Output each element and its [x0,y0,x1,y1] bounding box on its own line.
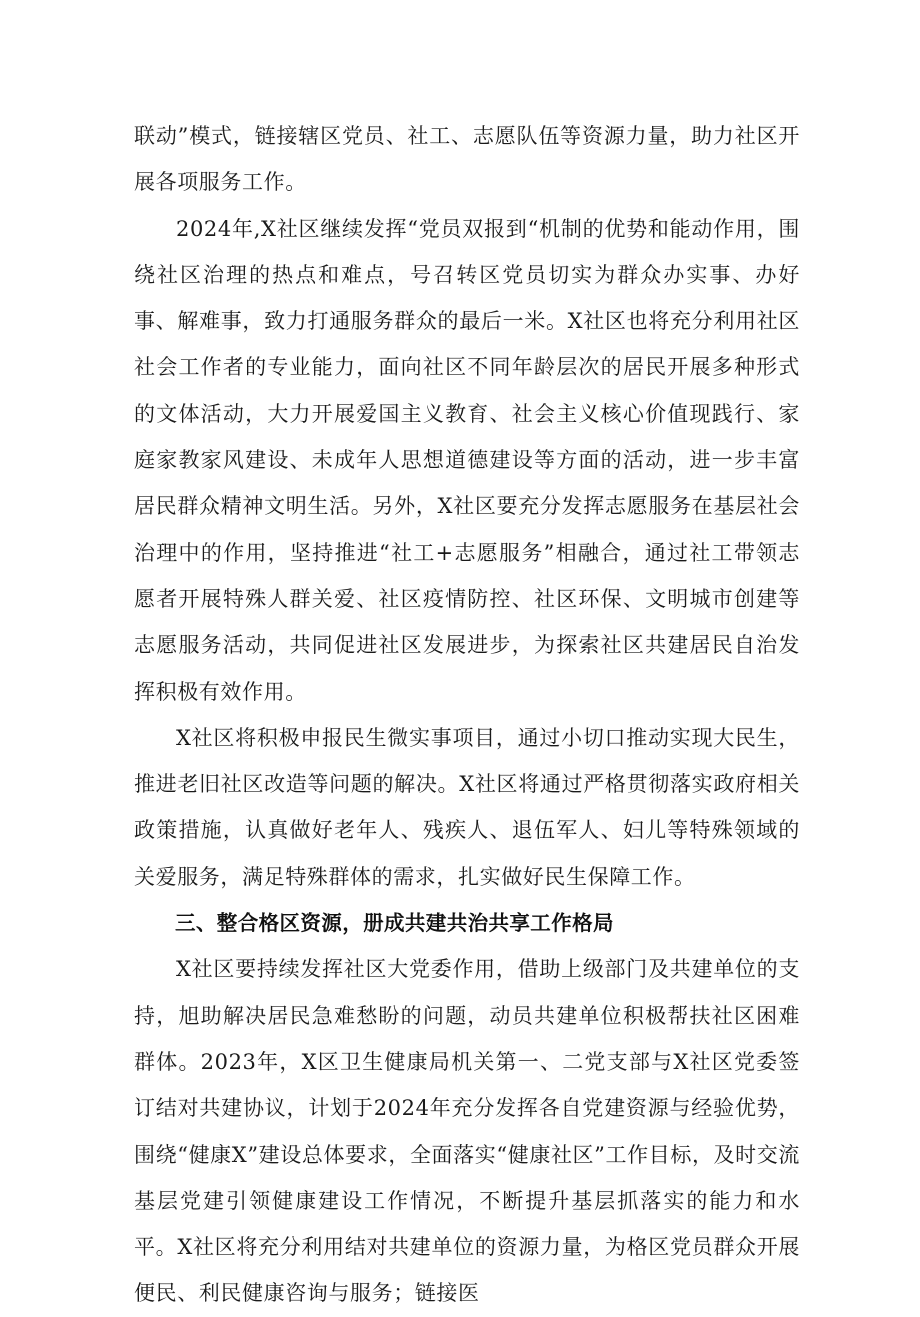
paragraph-continuation: 联动”模式，链接辖区党员、社工、志愿队伍等资源力量，助力社区开展各项服务工作。 [134,124,800,195]
section-heading: 三、整合格区资源，册成共建共治共享工作格局 [175,911,614,936]
paragraph-party-committee: X社区要持续发挥社区大党委作用，借助上级部门及共建单位的支持，旭助解决居民急难愁盼的问题，动员共建单位积极帮扶社区困难群体。2023年，X区卫生健康局机关第一、二党支部与X社区党委签订结对共建协议，计划于2024年充分发挥各自党建资源与经验优势，围绕“健康X”建设总体要求，全面落实“健康社区”工作目标，及时交流基层党建引领健康建设工作情况，不断提升基层抓落实的能力和水平。X社区将充分利用结对共建单位的资源力量，为格区党员群众开展便民、利民健康咨询与服务；链接医 [134,957,800,1306]
document-body [134,113,800,1317]
paragraph-livelihood-projects: X社区将积极申报民生微实事项目，通过小切口推动实现大民生，推进老旧社区改造等问题的解决。X社区将通过严格贯彻落实政府相关政策措施，认真做好老年人、残疾人、退伍军人、妇儿等特殊领域的关爱服务，满足特殊群体的需求，扎实做好民生保障工作。 [134,725,800,889]
paragraph-2024-plan: 2024年,X社区继续发挥“党员双报到“机制的优势和能动作用，围绕社区治理的热点和难点，号召转区党员切实为群众办实事、办好事、解难事，致力打通服务群众的最后一米。X社区也将充分利用社区社会工作者的专业能力，面向社区不同年龄层次的居民开展多种形式的文体活动，大力开展爱国主义教育、社会主义核心价值现践行、家庭家教家风建设、未成年人思想道德建设等方面的活动，进一步丰富居民群众精神文明生活。另外，X社区要充分发挥志愿服务在基层社会治理中的作用，坚持推进“社工+志愿服务”相融合，通过社工带领志愿者开展特殊人群关爱、社区疫情防控、社区环保、文明城市创建等志愿服务活动，共同促进社区发展进步，为探索社区共建居民自治发挥积极有效作用。 [134,216,800,704]
